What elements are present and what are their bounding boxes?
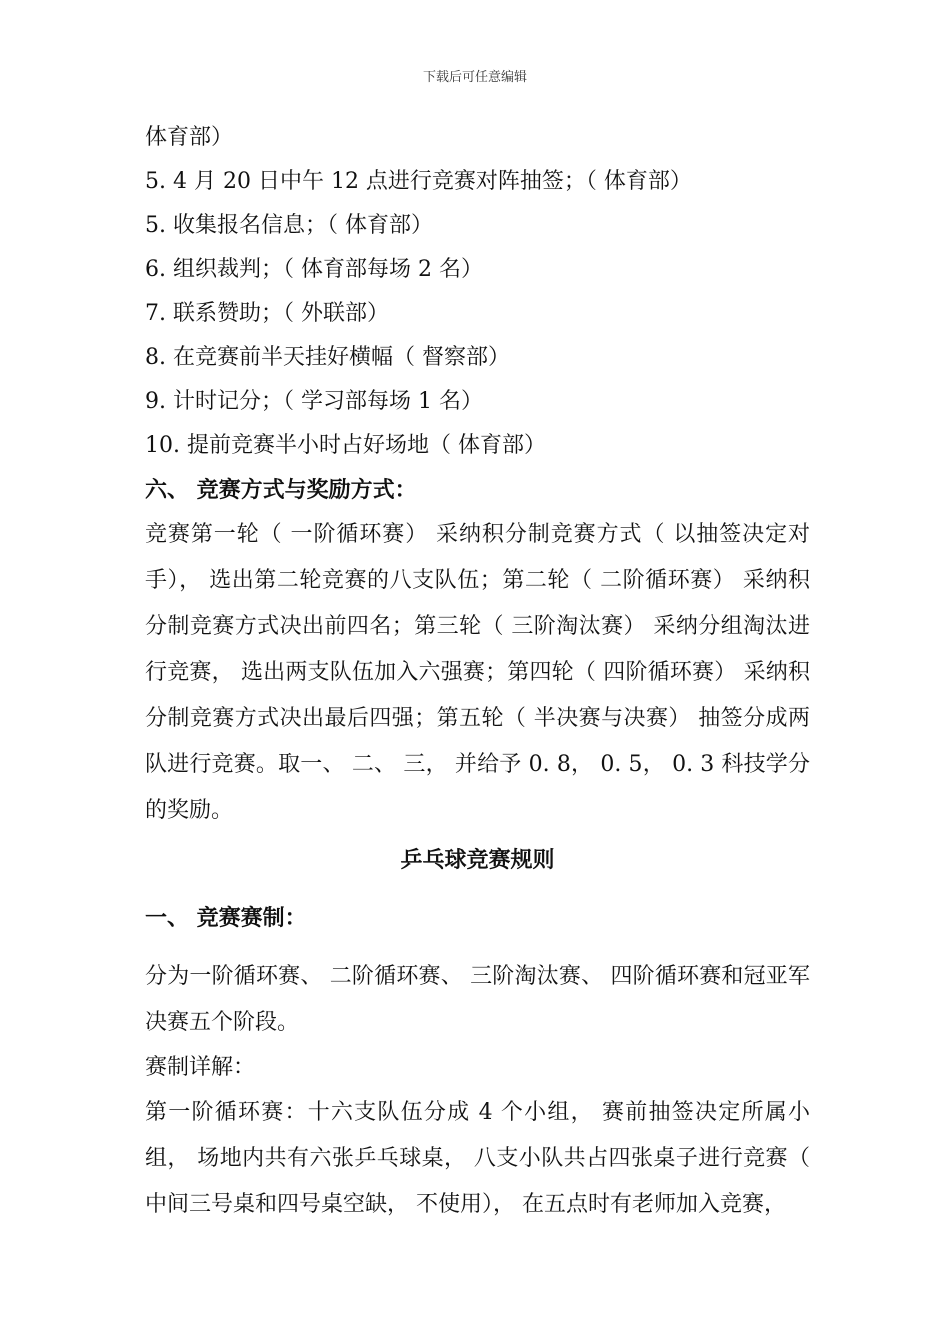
list-line: 8. 在竞赛前半天挂好横幅（ 督察部） xyxy=(145,345,510,370)
list-line: 5. 收集报名信息；（ 体育部） xyxy=(145,213,433,238)
list-line: 7. 联系赞助；（ 外联部） xyxy=(145,301,389,326)
list-line: 5. 4 月 20 日中午 12 点进行竞赛对阵抽签；（ 体育部） xyxy=(145,169,692,194)
rules-title: 乒乓球竞赛规则 xyxy=(400,847,555,873)
document-body xyxy=(145,116,810,1228)
stage1-paragraph: 第一阶循环赛：十六支队伍分成 4 个小组， 赛前抽签决定所属小组， 场地内共有六张乒乓球桌， 八支小队共占四张桌子进行竞赛（ 中间三号桌和四号桌空缺， 不使用）， 在五点时有老师加入竞赛， xyxy=(145,1100,810,1217)
list-line: 6. 组织裁判；（ 体育部每场 2 名） xyxy=(145,257,483,282)
list-line: 体育部） xyxy=(145,125,234,150)
section-heading-competition-system: 一、 竞赛赛制： xyxy=(145,905,307,931)
competition-system-paragraph: 分为一阶循环赛、 二阶循环赛、 三阶淘汰赛、 四阶循环赛和冠亚军决赛五个阶段。 xyxy=(145,964,810,1035)
section-heading-competition-format: 六、 竞赛方式与奖励方式： xyxy=(145,477,417,503)
list-line: 9. 计时记分；（ 学习部每场 1 名） xyxy=(145,389,483,414)
detail-label: 赛制详解： xyxy=(145,1055,256,1080)
competition-format-paragraph: 竞赛第一轮（ 一阶循环赛） 采纳积分制竞赛方式（ 以抽签决定对手）， 选出第二轮竞赛的八支队伍；第二轮（ 二阶循环赛） 采纳积分制竞赛方式决出前四名；第三轮（ 三阶淘汰赛） 采纳分组淘汰进行竞赛， 选出两支队伍加入六强赛；第四轮（ 四阶循环赛） 采纳积分制竞赛方式决出最后四强；第五轮（ 半决赛与决赛） 抽签分成两队进行竞赛。取一、 二、 三， 并给予 0. 8， 0. 5， 0. 3 科技学分的奖励。 xyxy=(145,522,810,823)
page-header-note: 下载后可任意编辑 xyxy=(422,70,527,85)
list-line: 10. 提前竞赛半小时占好场地（ 体育部） xyxy=(145,433,546,458)
